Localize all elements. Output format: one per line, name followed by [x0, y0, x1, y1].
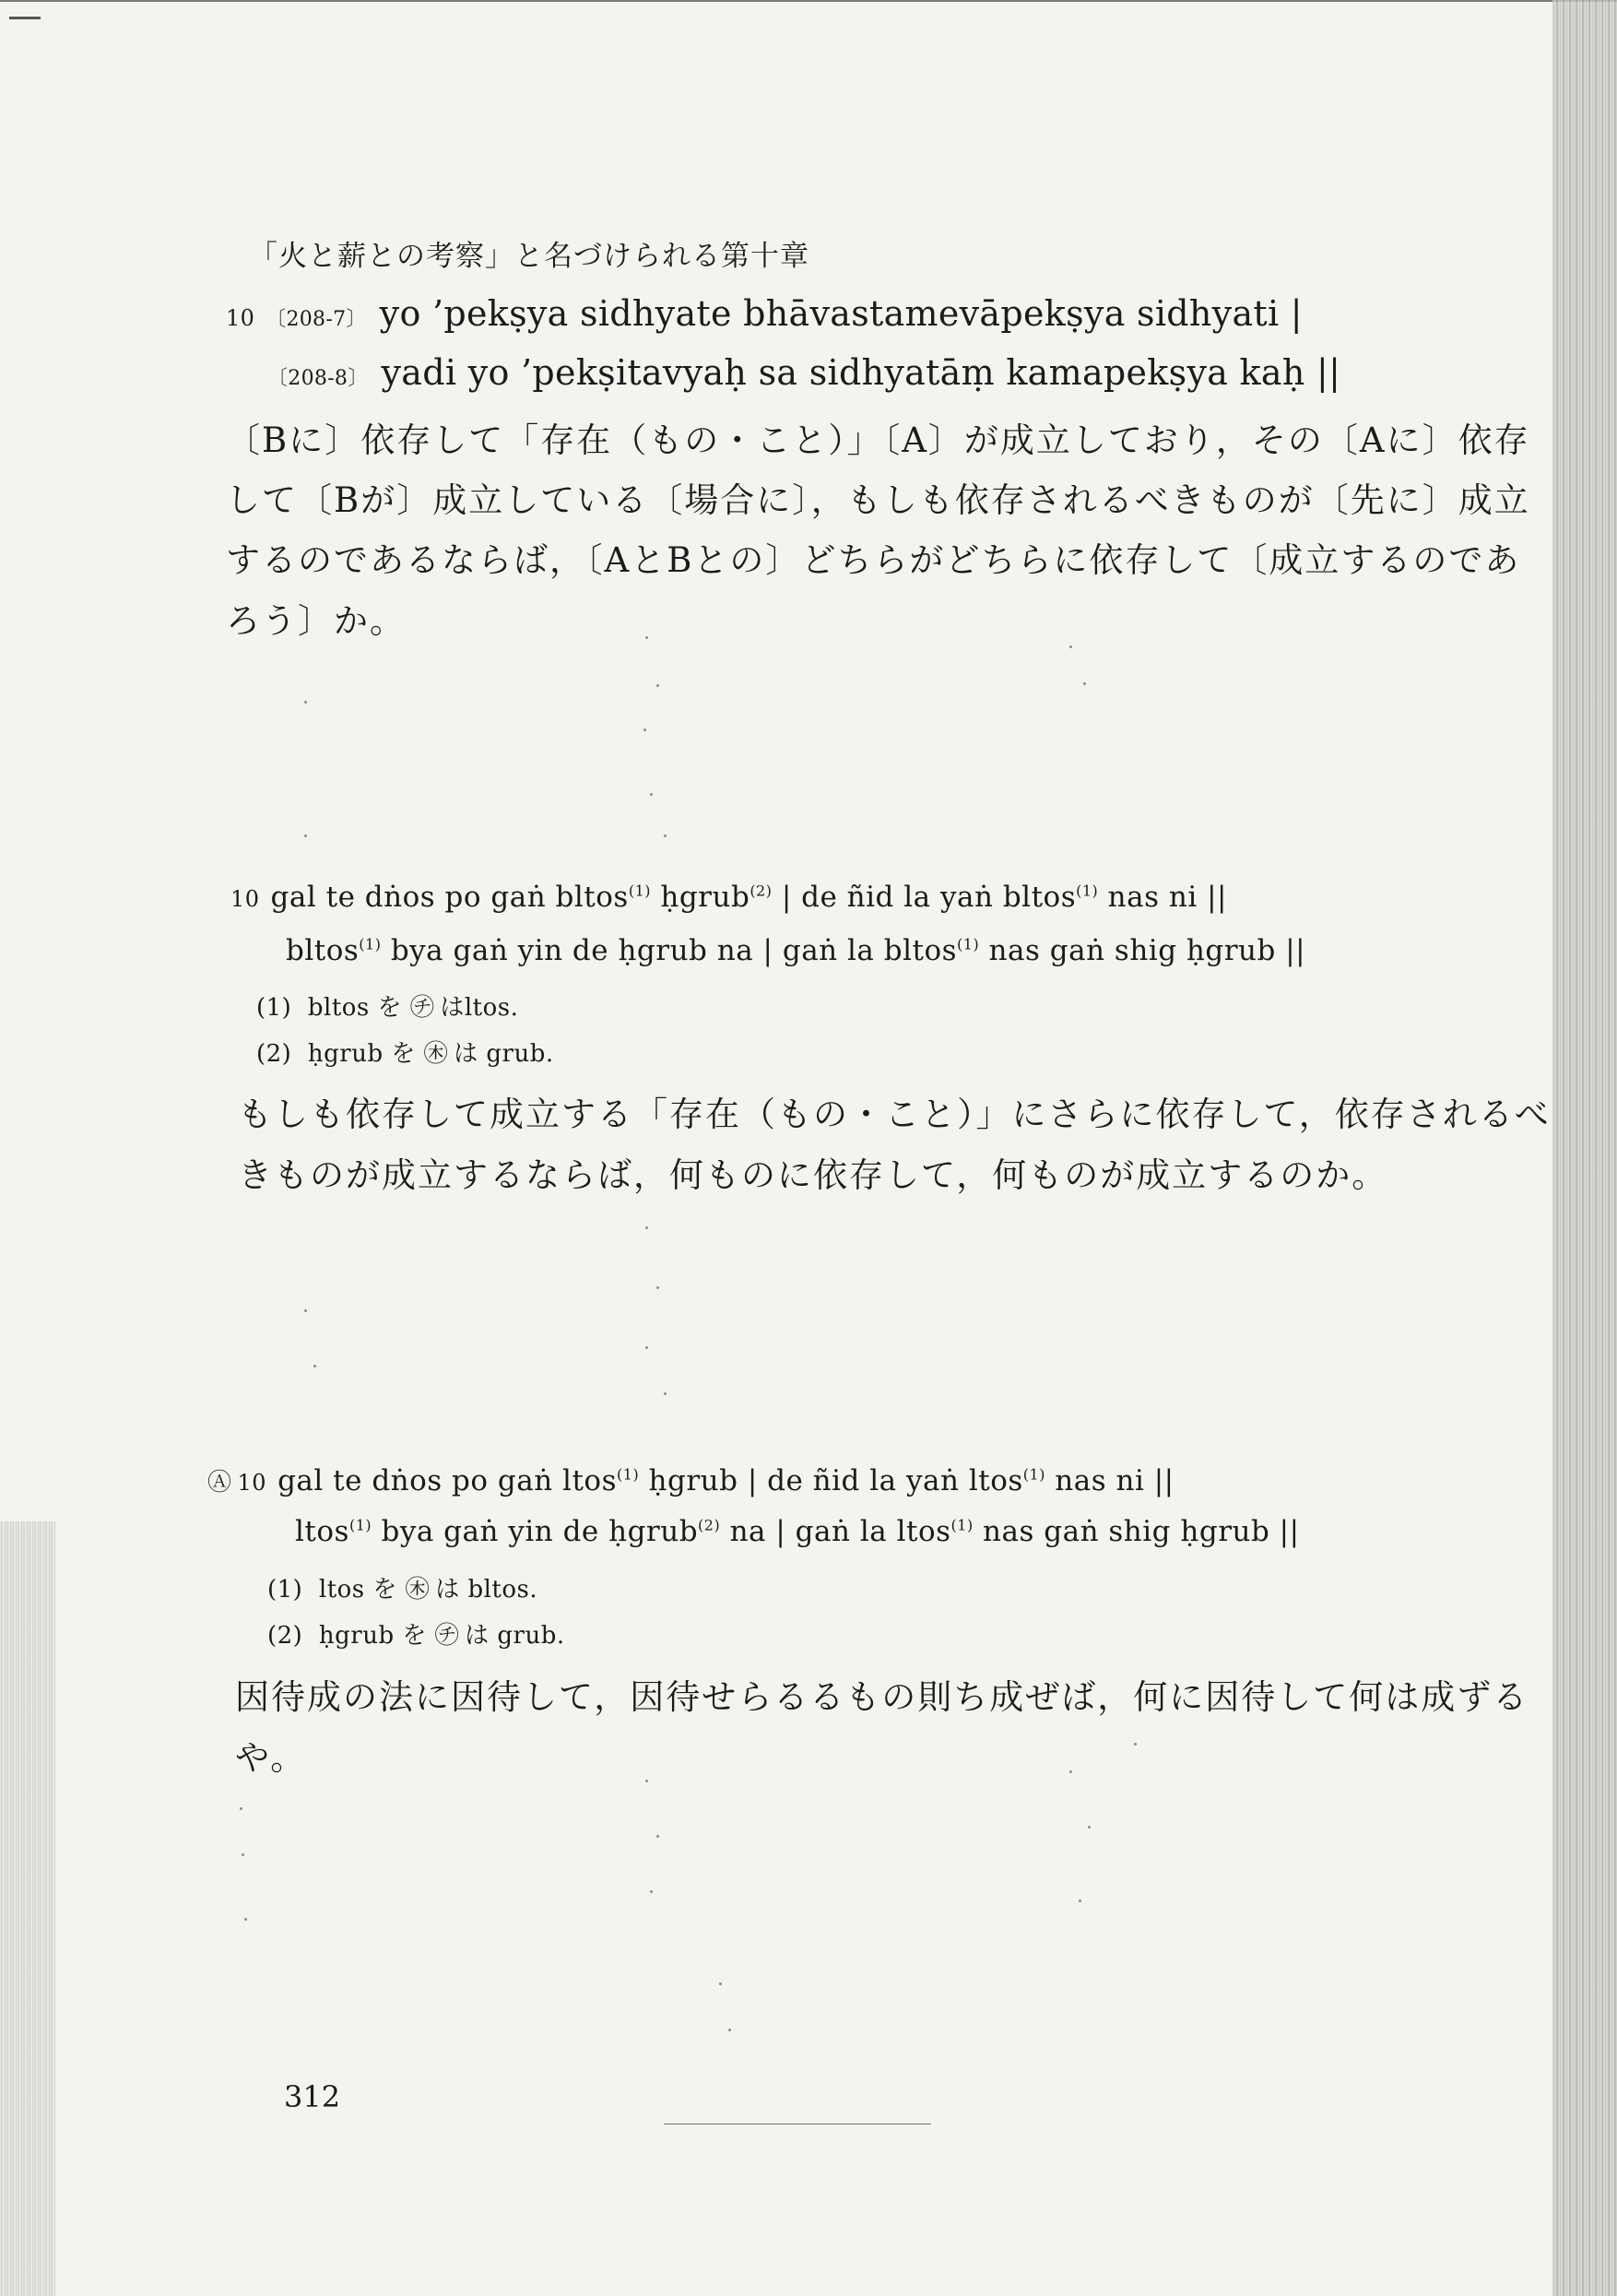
tibetan-text: nas gaṅ shig ḥgrub || — [979, 934, 1306, 967]
tibetan-verse-2-line-2 — [295, 1515, 1300, 1548]
tibetan-text: nas ni || — [1045, 1464, 1174, 1497]
translation-2-line-1: もしも依存して成立する「存在（もの・こと）」にさらに依存して，依存されるべ — [238, 1095, 1551, 1134]
verse-number: 10 — [230, 886, 260, 912]
note-ref: (1) — [1022, 1465, 1045, 1484]
edition-mark-icon: ㋠ — [434, 1622, 460, 1650]
tibetan-text: bya gaṅ yin de ḥgrub na | gaṅ la bltos — [381, 934, 958, 967]
verse-number: 10 — [226, 305, 255, 331]
chapter-heading: 「火と薪との考察」と名づけられる第十章 — [249, 240, 809, 273]
scan-corner-mark — [9, 17, 41, 19]
note-number: (1) — [267, 1576, 303, 1604]
translation-1-line-3: するのであるならば，〔AとBとの〕どちらがどちらに依存して〔成立するのであ — [226, 540, 1521, 580]
page-number: 312 — [284, 2079, 341, 2114]
note-text: ḥgrub を — [318, 1622, 427, 1650]
scan-top-edge — [0, 0, 1617, 2]
scan-binding-edge-right — [1552, 0, 1617, 2296]
note-ref: (1) — [617, 1465, 640, 1484]
footnote-2 — [256, 1035, 554, 1069]
tibetan-text: na | gaṅ la ltos — [720, 1515, 951, 1548]
note-ref: (1) — [1076, 882, 1099, 900]
verse-reference: 〔208-7〕 — [266, 308, 367, 331]
translation-1-line-1: 〔Bに〕依存して「存在（もの・こと）」〔A〕が成立しており，その〔Aに〕依存 — [226, 420, 1530, 460]
tibetan-verse-1-line-2 — [286, 934, 1305, 967]
tibetan-text: bltos — [286, 934, 360, 967]
note-text: は grub. — [465, 1622, 565, 1650]
note-text: は grub. — [454, 1040, 554, 1068]
tibetan-text: bya gaṅ yin de ḥgrub — [372, 1515, 699, 1548]
note-text: はltos. — [440, 994, 519, 1022]
translation-3-line-1: 因待成の法に因待して，因待せらるるもの則ち成ぜば，何に因待して何は成ずる — [235, 1677, 1529, 1717]
note-text: bltos を — [307, 994, 403, 1022]
tibetan-text: ḥgrub — [651, 881, 750, 914]
note-ref: (1) — [957, 935, 980, 953]
note-ref: (1) — [628, 882, 652, 900]
footnote-4 — [267, 1616, 565, 1651]
translation-1-line-2: して〔Bが〕成立している〔場合に〕，もしも依存されるべきものが〔先に〕成立 — [226, 480, 1530, 520]
tibetan-text: nas gaṅ shig ḥgrub || — [973, 1515, 1300, 1548]
edition-mark-icon: ㊍ — [423, 1040, 449, 1068]
note-number: (2) — [256, 1040, 292, 1068]
note-ref: (1) — [348, 1516, 372, 1534]
note-ref: (2) — [698, 1516, 721, 1534]
note-ref: (1) — [950, 1516, 974, 1534]
sanskrit-verse-line-2 — [267, 352, 1340, 393]
translation-3-line-2: や。 — [235, 1738, 307, 1778]
sanskrit-text: yadi yo ’pekṣitavyaḥ sa sidhyatāṃ kamapekṣya kaḥ || — [381, 352, 1341, 393]
scan-binding-edge-left — [0, 1521, 55, 2296]
tibetan-text: ltos — [295, 1515, 349, 1548]
note-ref: (2) — [749, 882, 773, 900]
sanskrit-text: yo ’pekṣya sidhyate bhāvastamevāpekṣya sidhyati | — [379, 293, 1303, 334]
translation-2-line-2: きものが成立するならば，何ものに依存して，何ものが成立するのか。 — [238, 1155, 1388, 1195]
note-number: (2) — [267, 1622, 303, 1650]
tibetan-text: ḥgrub | de ñid la yaṅ ltos — [639, 1464, 1023, 1497]
tibetan-verse-1-line-1 — [230, 881, 1227, 914]
tibetan-text: gal te dṅos po gaṅ ltos — [277, 1464, 618, 1497]
note-number: (1) — [256, 994, 292, 1022]
tibetan-verse-2-line-1 — [207, 1463, 1174, 1497]
tibetan-text: gal te dṅos po gaṅ bltos — [270, 881, 629, 914]
edition-a-icon: Ⓐ — [207, 1469, 232, 1497]
sanskrit-verse-line-1 — [226, 293, 1303, 334]
footnote-1 — [256, 988, 518, 1023]
note-text: ḥgrub を — [307, 1040, 416, 1068]
edition-mark-icon: ㋠ — [409, 994, 435, 1022]
tibetan-text: | de ñid la yaṅ bltos — [772, 881, 1077, 914]
note-text: ltos を — [318, 1576, 397, 1604]
translation-1-line-4: ろう〕か。 — [226, 601, 406, 641]
footnote-3 — [267, 1570, 537, 1604]
note-ref: (1) — [359, 935, 382, 953]
tibetan-text: nas ni || — [1098, 881, 1227, 914]
note-text: は bltos. — [435, 1576, 538, 1604]
verse-reference: 〔208-8〕 — [267, 367, 369, 390]
edition-mark-icon: ㊍ — [405, 1576, 431, 1604]
verse-number: 10 — [237, 1470, 267, 1496]
